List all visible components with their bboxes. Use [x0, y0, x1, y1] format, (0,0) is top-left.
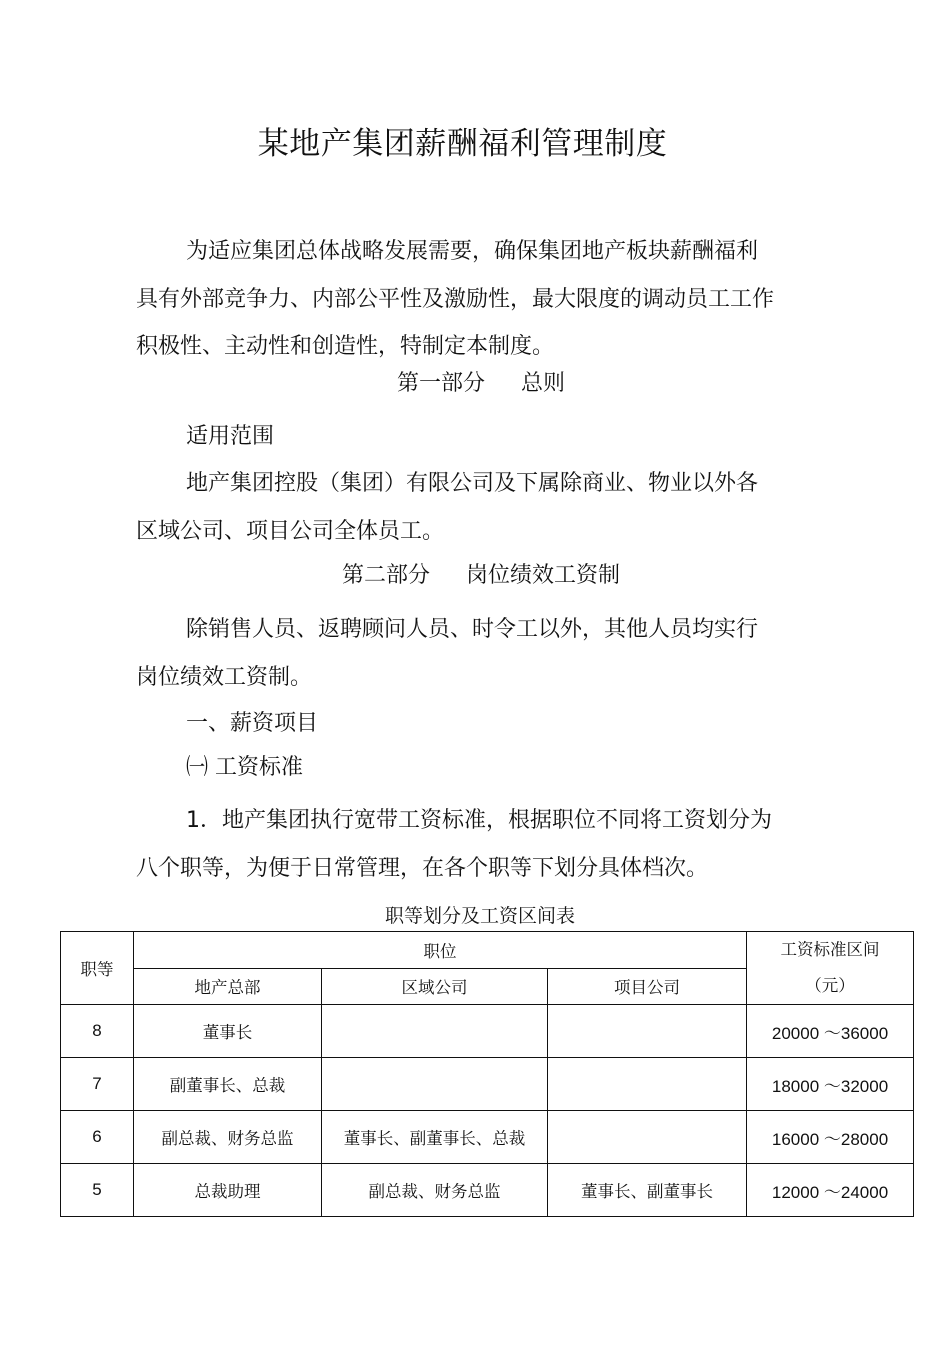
header-region: 区域公司 — [322, 968, 548, 1005]
cell-grade: 6 — [61, 1111, 134, 1164]
part2-heading — [136, 560, 826, 592]
subsection1-heading: ㈠ 工资标准 — [186, 755, 303, 780]
part1-heading — [136, 368, 826, 400]
cell-project — [548, 1005, 747, 1058]
header-project: 项目公司 — [548, 968, 747, 1005]
table-row — [61, 1164, 914, 1217]
section1-heading: 一、薪资项目 — [186, 711, 319, 736]
cell-project: 董事长、副董事长 — [548, 1164, 747, 1217]
cell-region — [322, 1005, 548, 1058]
cell-grade: 8 — [61, 1005, 134, 1058]
table-row — [61, 1058, 914, 1111]
document-title: 某地产集团薪酬福利管理制度 — [257, 126, 668, 162]
header-wage-line2: （元） — [805, 976, 855, 995]
table-row — [61, 1111, 914, 1164]
cell-project — [548, 1058, 747, 1111]
scope-paragraph: 地产集团控股（集团）有限公司及下属除商业、物业以外各区域公司、项目公司全体员工。 — [136, 471, 759, 544]
item1-paragraph: 1．地产集团执行宽带工资标准，根据职位不同将工资划分为八个职等，为便于日常管理，在各个职等下划分具体档次。 — [136, 808, 772, 881]
cell-range: 16000 ～28000 — [747, 1111, 914, 1164]
intro-paragraph: 为适应集团总体战略发展需要，确保集团地产板块薪酬福利具有外部竞争力、内部公平性及激励性，最大限度的调动员工工作积极性、主动性和创造性，特制定本制度。 — [136, 239, 775, 359]
part1-name: 总则 — [521, 371, 566, 396]
cell-grade: 5 — [61, 1164, 134, 1217]
header-wage-line1: 工资标准区间 — [780, 940, 880, 959]
header-hq: 地产总部 — [134, 968, 322, 1005]
cell-grade: 7 — [61, 1058, 134, 1111]
scope-heading: 适用范围 — [186, 424, 275, 449]
cell-range: 18000 ～32000 — [747, 1058, 914, 1111]
part2-paragraph: 除销售人员、返聘顾问人员、时令工以外，其他人员均实行岗位绩效工资制。 — [136, 617, 759, 690]
part2-label: 第二部分 — [341, 563, 430, 588]
cell-hq: 董事长 — [134, 1005, 322, 1058]
salary-grade-table — [60, 931, 914, 1217]
header-position: 职位 — [134, 932, 747, 969]
cell-hq: 总裁助理 — [134, 1164, 322, 1217]
part2-name: 岗位绩效工资制 — [466, 563, 621, 588]
cell-region: 副总裁、财务总监 — [322, 1164, 548, 1217]
cell-region: 董事长、副董事长、总裁 — [322, 1111, 548, 1164]
cell-hq: 副总裁、财务总监 — [134, 1111, 322, 1164]
cell-project — [548, 1111, 747, 1164]
table-row — [61, 1005, 914, 1058]
header-wage-range — [747, 932, 914, 1005]
cell-region — [322, 1058, 548, 1111]
cell-hq: 副董事长、总裁 — [134, 1058, 322, 1111]
header-grade: 职等 — [61, 932, 134, 1005]
cell-range: 20000 ～36000 — [747, 1005, 914, 1058]
table-caption: 职等划分及工资区间表 — [384, 905, 575, 927]
part1-label: 第一部分 — [396, 371, 485, 396]
cell-range: 12000 ～24000 — [747, 1164, 914, 1217]
